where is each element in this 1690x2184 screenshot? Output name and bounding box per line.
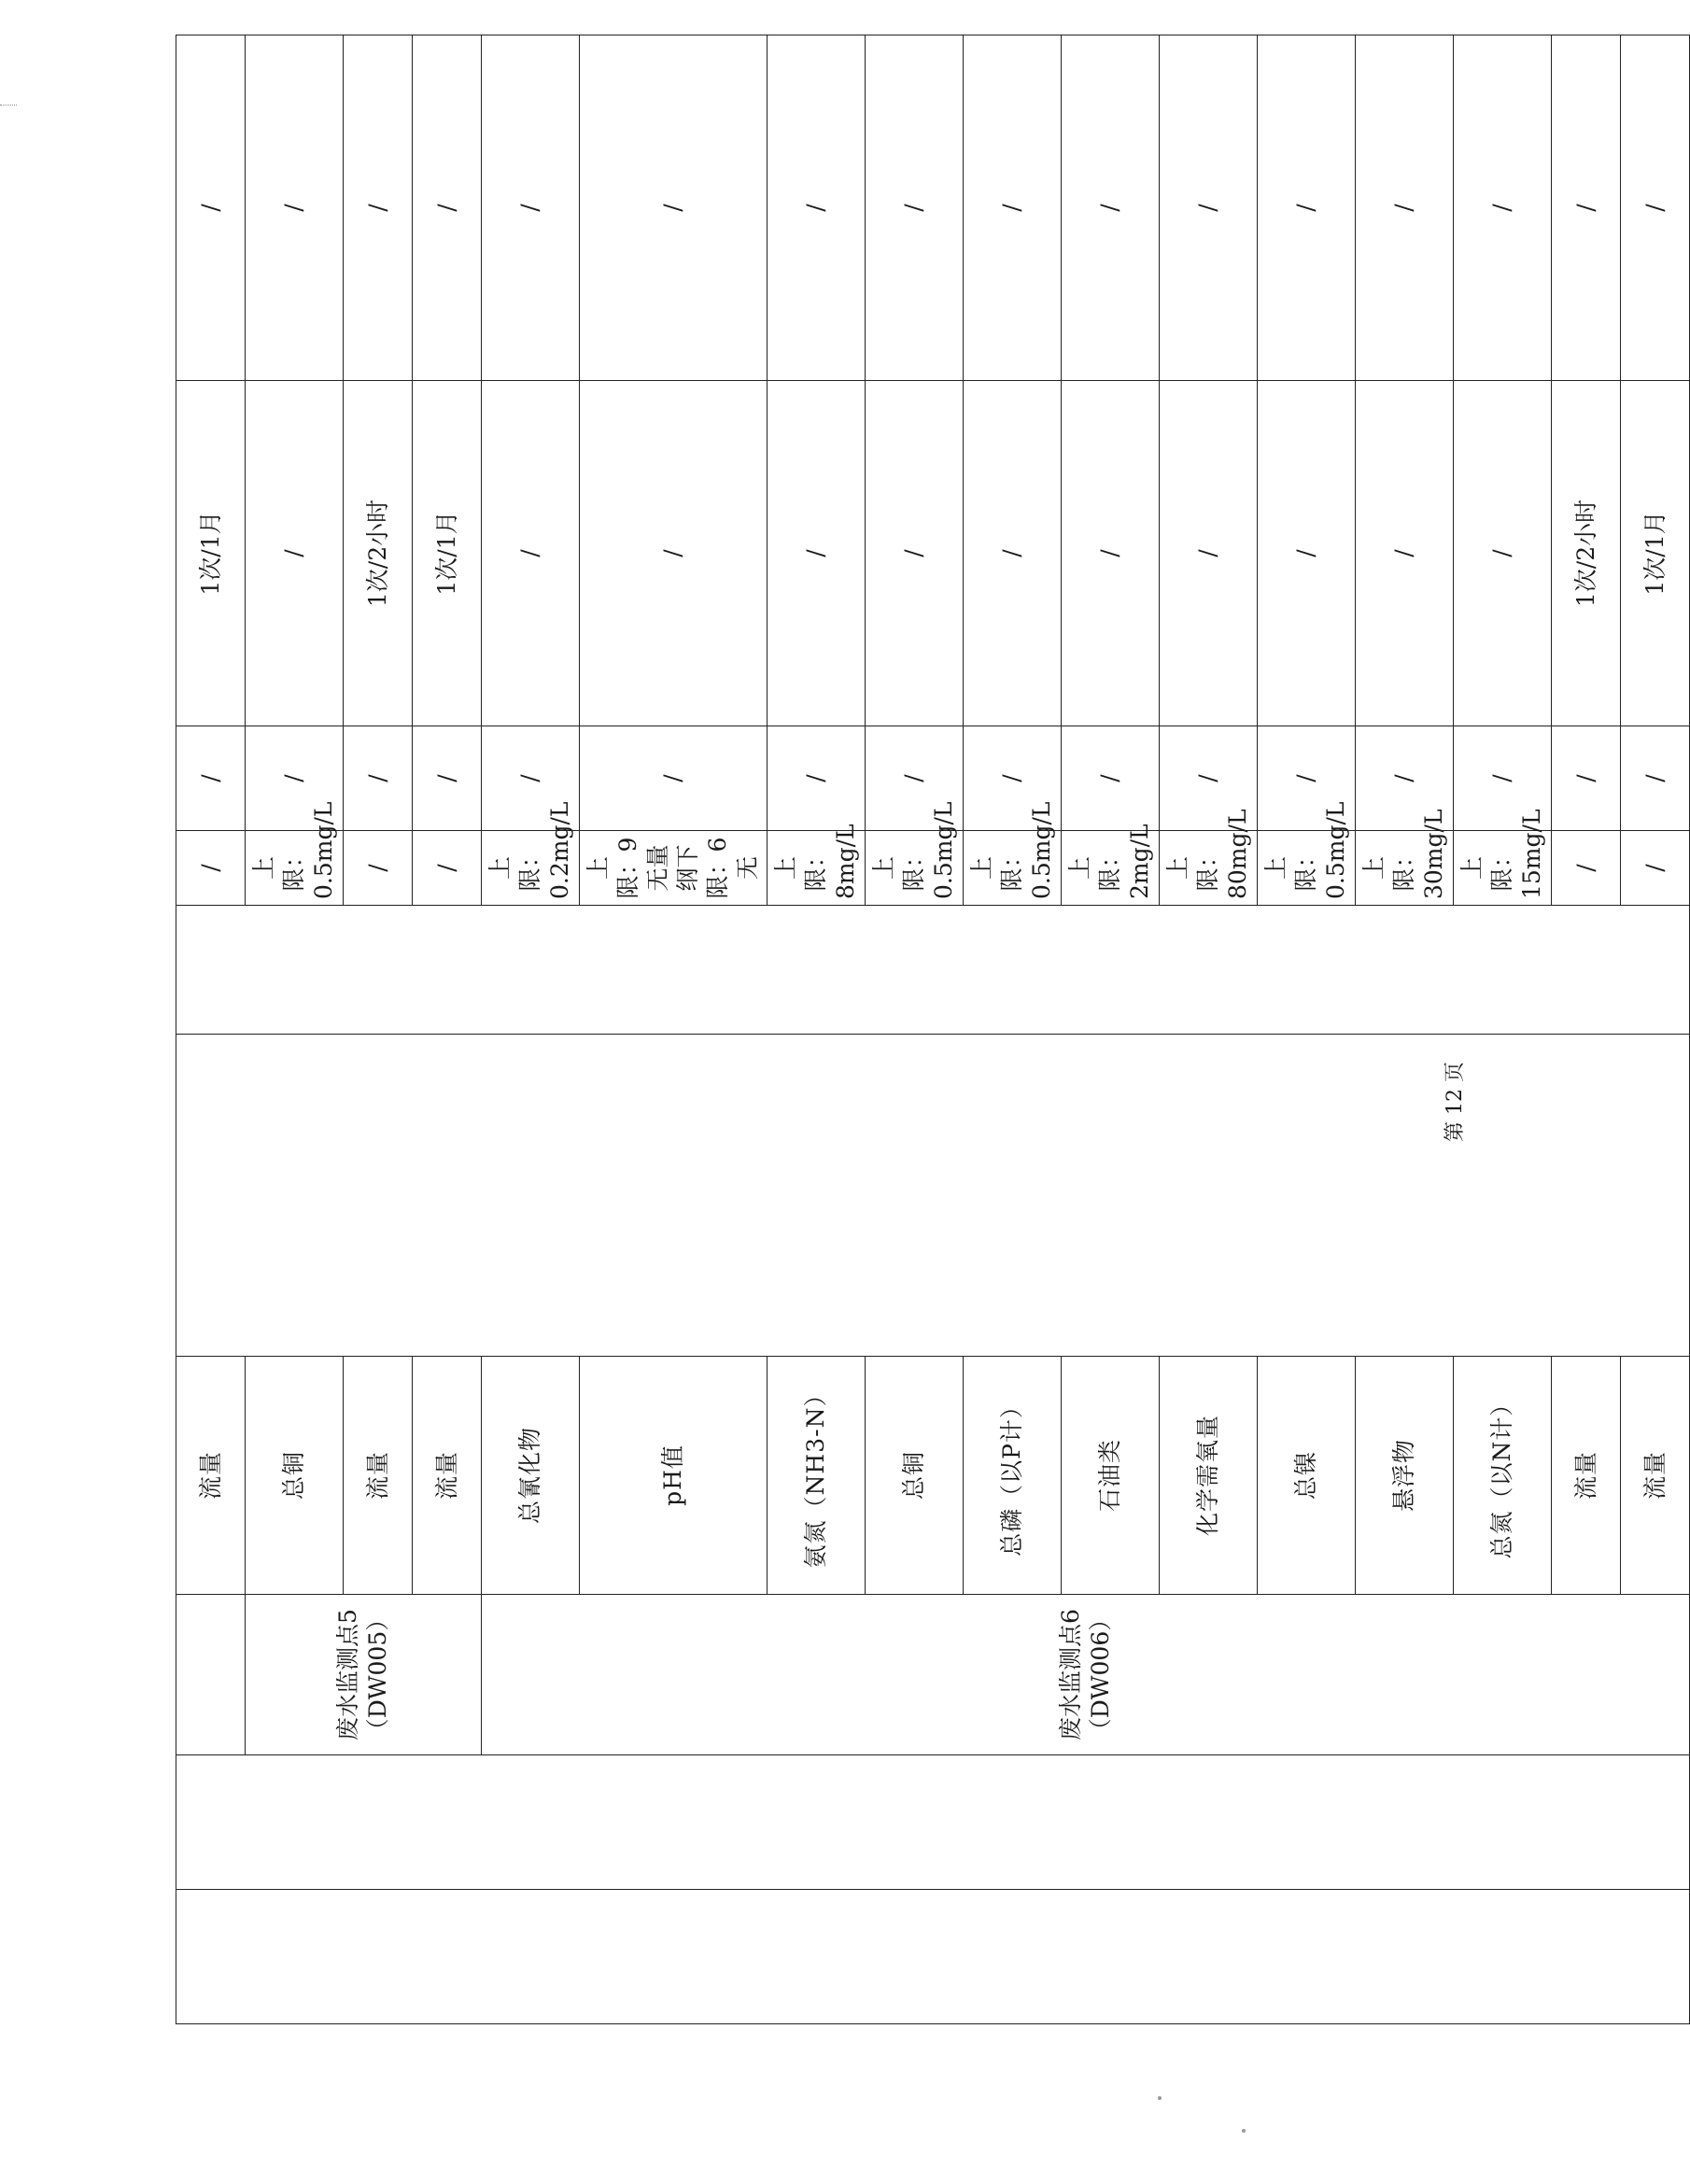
blank-cell (176, 1595, 246, 1755)
pollutant-cell: 流量 (344, 1357, 413, 1595)
frequency-cell: / (1160, 381, 1258, 726)
mark-cell: / (344, 726, 413, 831)
monitoring-table (176, 35, 1690, 2024)
limit-cell: / (1552, 831, 1621, 906)
mark-cell: / (1454, 726, 1552, 831)
col8-cell: / (1356, 35, 1454, 381)
pollutant-cell: 化学需氧量 (1160, 1357, 1258, 1595)
mark-cell: / (482, 726, 580, 831)
mark-cell: / (246, 726, 344, 831)
col8-cell: / (866, 35, 964, 381)
frequency-cell: / (1258, 381, 1356, 726)
limit-cell: 上限：2mg/L (1062, 831, 1160, 906)
mark-cell: / (1356, 726, 1454, 831)
frequency-cell: 1次/1月 (176, 381, 246, 726)
frequency-cell: / (482, 381, 580, 726)
mark-cell: / (580, 726, 768, 831)
frequency-cell: / (1454, 381, 1552, 726)
mark-cell: / (1062, 726, 1160, 831)
frequency-cell: 1次/2小时 (1552, 381, 1621, 726)
mark-cell: / (1621, 726, 1690, 831)
limit-cell: / (176, 831, 246, 906)
mark-cell: / (176, 726, 246, 831)
frequency-cell: 1次/1月 (1621, 381, 1690, 726)
col8-cell: / (964, 35, 1062, 381)
col8-cell: / (344, 35, 413, 381)
frequency-cell: / (1356, 381, 1454, 726)
blank-cell (176, 1755, 1690, 1890)
col8-cell: / (580, 35, 768, 381)
col8-cell: / (1062, 35, 1160, 381)
pollutant-cell: 流量 (1621, 1357, 1690, 1595)
limit-cell: 上限：0.5mg/L (246, 831, 344, 906)
col8-cell: / (1160, 35, 1258, 381)
mark-cell: / (964, 726, 1062, 831)
col8-cell: / (482, 35, 580, 381)
col8-cell: / (1454, 35, 1552, 381)
scan-artifact-dash (0, 105, 17, 106)
frequency-cell: / (580, 381, 768, 726)
page-number: 第 12 页 (1443, 1062, 1467, 1142)
blank-cell (176, 1890, 1690, 2024)
frequency-cell: / (1062, 381, 1160, 726)
mark-cell: / (1160, 726, 1258, 831)
col8-cell: / (413, 35, 482, 381)
frequency-cell: / (964, 381, 1062, 726)
limit-cell: / (1621, 831, 1690, 906)
col8-cell: / (1621, 35, 1690, 381)
pollutant-cell: 悬浮物 (1356, 1357, 1454, 1595)
frequency-cell: 1次/1月 (413, 381, 482, 726)
limit-cell: / (344, 831, 413, 906)
limit-cell: 上限：80mg/L (1160, 831, 1258, 906)
table-row (176, 35, 246, 2024)
limit-cell: 上限：0.5mg/L (866, 831, 964, 906)
pollutant-cell: pH值 (580, 1357, 768, 1595)
limit-cell: 上限：15mg/L (1454, 831, 1552, 906)
pollutant-cell: 总镍 (1258, 1357, 1356, 1595)
limit-cell: 上限：30mg/L (1356, 831, 1454, 906)
pollutant-cell: 总氰化物 (482, 1357, 580, 1595)
limit-cell: 上限：9无量纲下限：6无 (580, 831, 768, 906)
scan-artifact-dot (1158, 2096, 1162, 2100)
limit-cell: 上限：0.2mg/L (482, 831, 580, 906)
group-dw005: 废水监测点5（DW005） (246, 1595, 482, 1755)
pollutant-cell: 总铜 (246, 1357, 344, 1595)
pollutant-cell: 流量 (1552, 1357, 1621, 1595)
col8-cell: / (1258, 35, 1356, 381)
limit-cell: 上限：0.5mg/L (964, 831, 1062, 906)
blank-cell (176, 906, 1690, 1035)
mark-cell: / (413, 726, 482, 831)
frequency-cell: 1次/2小时 (344, 381, 413, 726)
frequency-cell: / (866, 381, 964, 726)
col8-cell: / (1552, 35, 1621, 381)
limit-cell: 上限：8mg/L (768, 831, 866, 906)
pollutant-cell: 流量 (176, 1357, 246, 1595)
col8-cell: / (768, 35, 866, 381)
frequency-cell: / (768, 381, 866, 726)
col8-cell: / (176, 35, 246, 381)
pollutant-cell: 总氮（以N计） (1454, 1357, 1552, 1595)
mark-cell: / (1258, 726, 1356, 831)
group-dw006: 废水监测点6（DW006） (482, 1595, 1690, 1755)
scan-artifact-dot (1242, 2129, 1246, 2133)
col8-cell: / (246, 35, 344, 381)
frequency-cell: / (246, 381, 344, 726)
limit-cell: / (413, 831, 482, 906)
mark-cell: / (768, 726, 866, 831)
mark-cell: / (866, 726, 964, 831)
mark-cell: / (1552, 726, 1621, 831)
pollutant-cell: 总磷（以P计） (964, 1357, 1062, 1595)
pollutant-cell: 总铜 (866, 1357, 964, 1595)
pollutant-cell: 石油类 (1062, 1357, 1160, 1595)
pollutant-cell: 流量 (413, 1357, 482, 1595)
pollutant-cell: 氨氮（NH3-N） (768, 1357, 866, 1595)
limit-cell: 上限：0.5mg/L (1258, 831, 1356, 906)
